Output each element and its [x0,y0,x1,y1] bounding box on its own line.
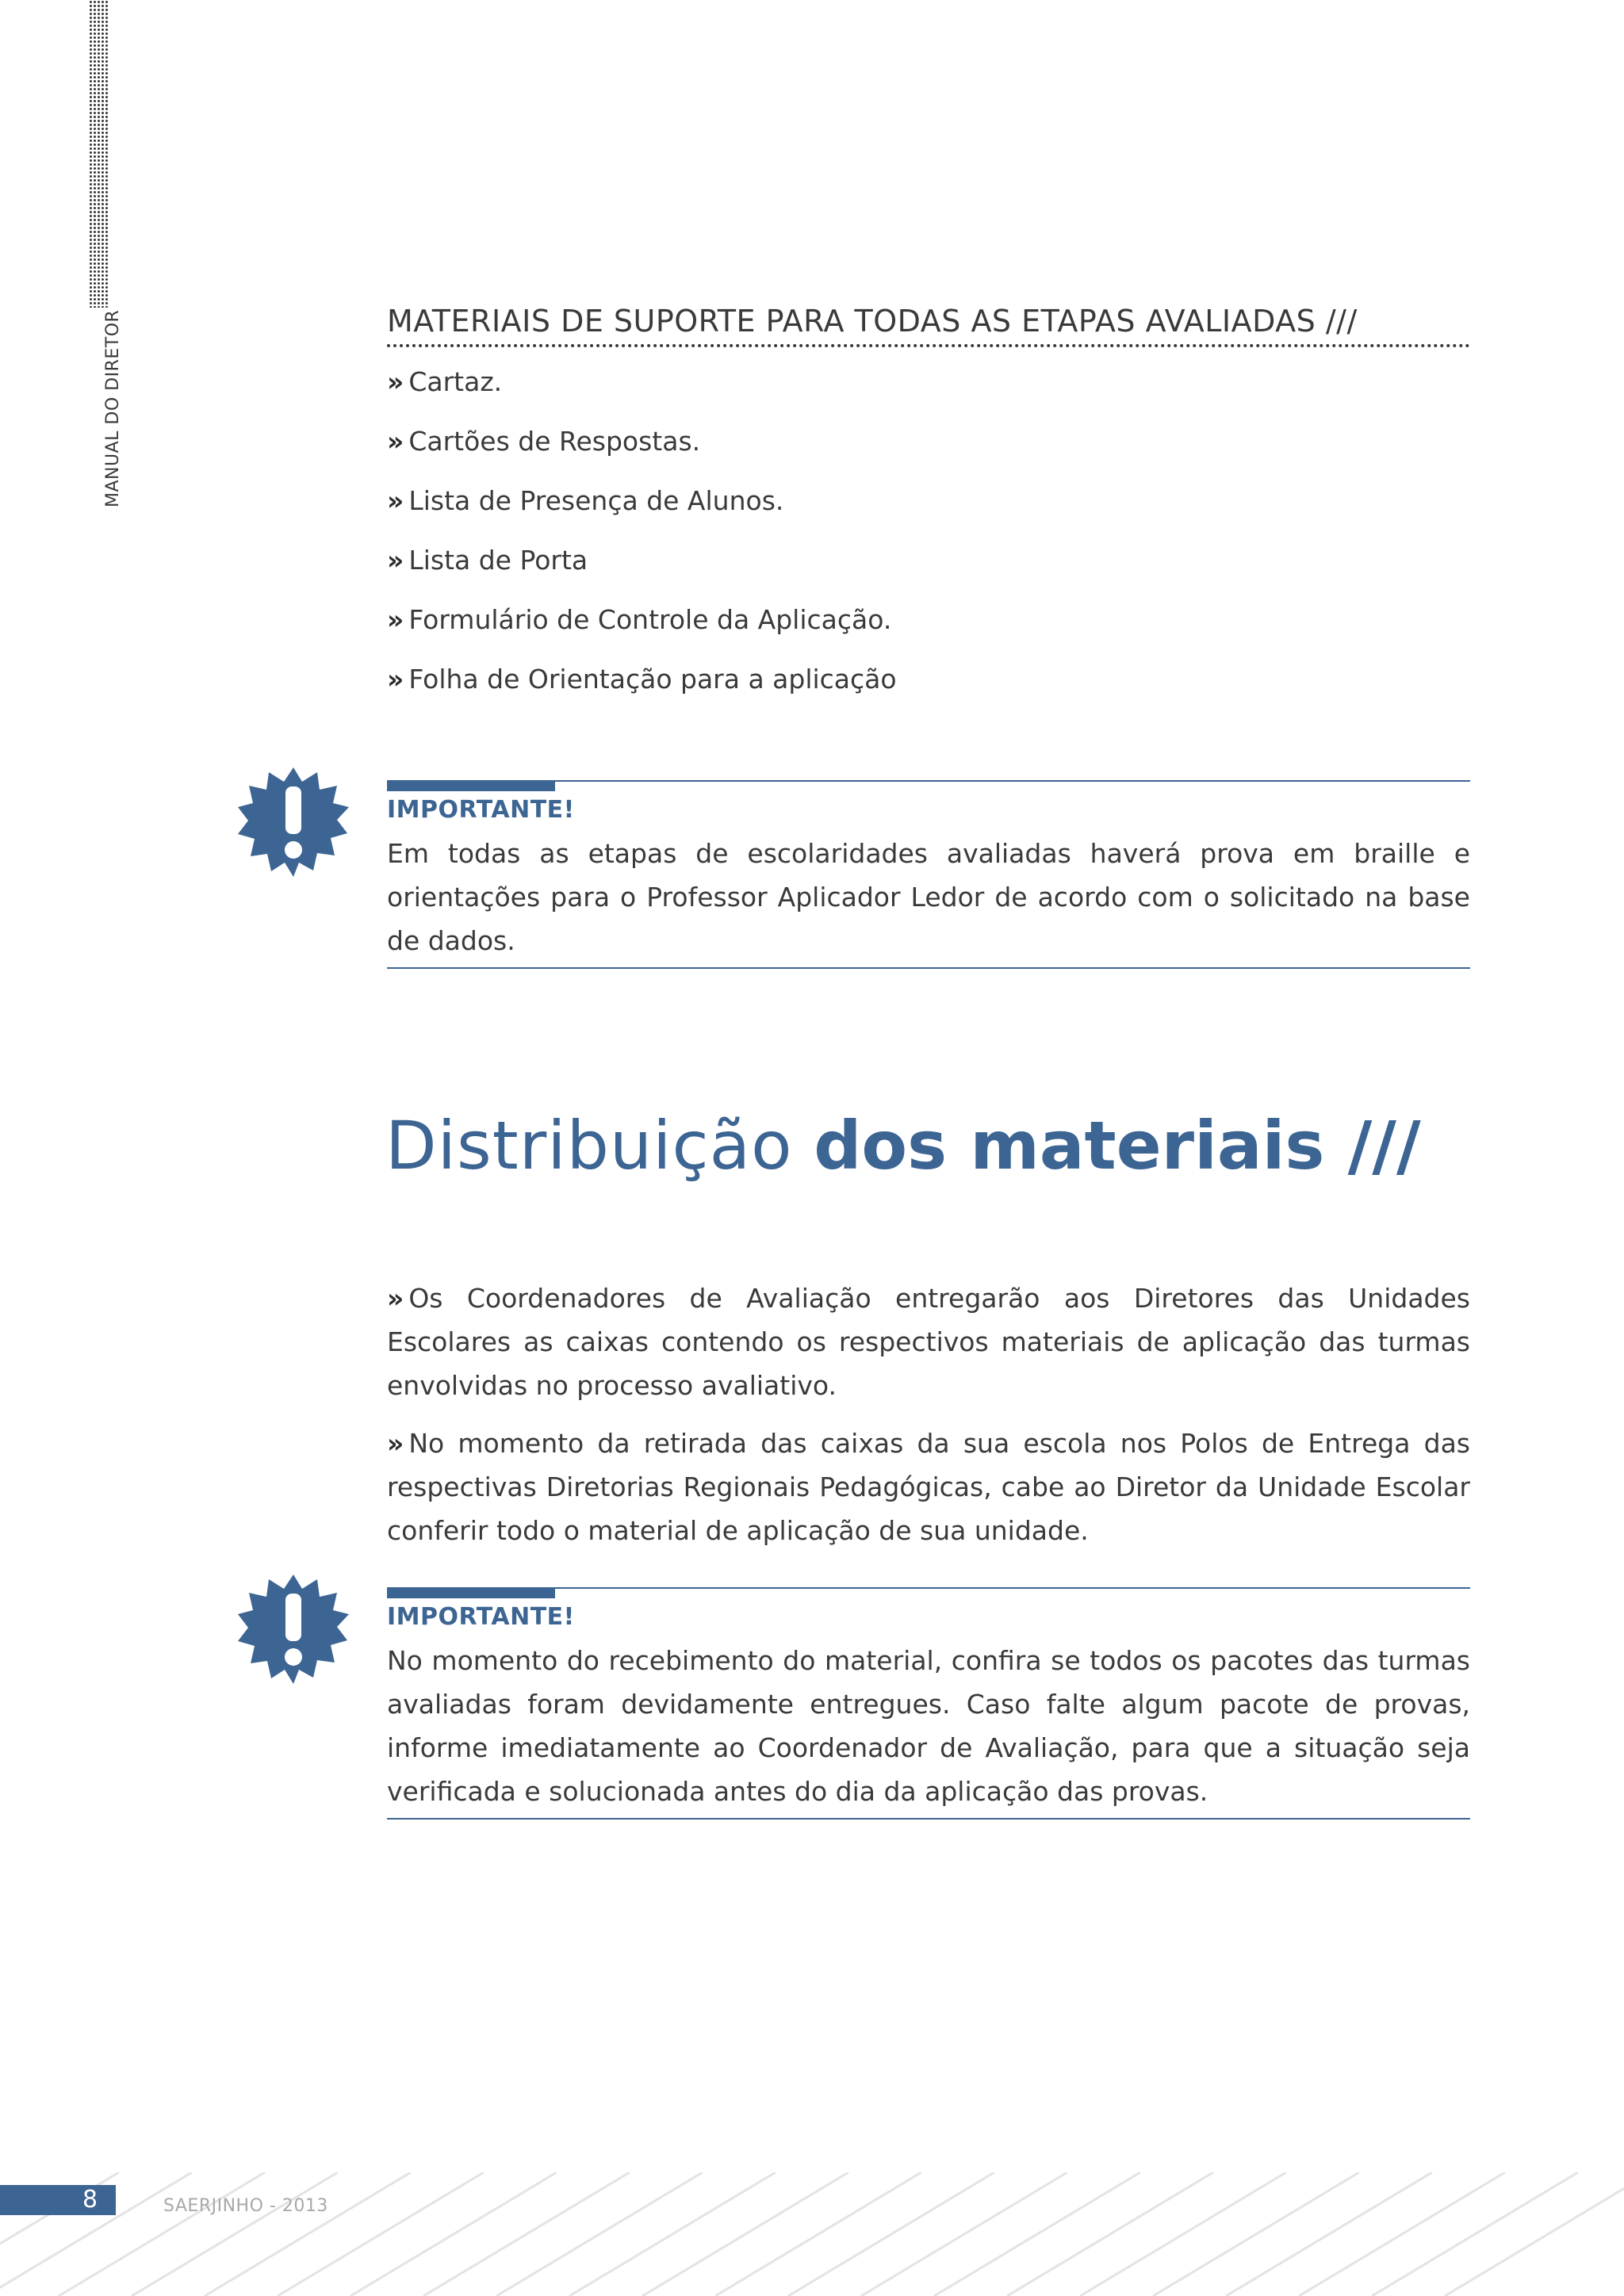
important-note [387,780,1470,969]
heading-light: Distribuição [385,1107,793,1184]
list-item [387,365,1470,400]
note-title: IMPORTANTE! [387,796,575,824]
exclamation-burst-icon [238,1573,349,1684]
list-item [387,484,1470,519]
list-item [387,603,1470,637]
distribution-section [387,1276,1470,1552]
important-note [387,1587,1470,1820]
footer-label: SAERJINHO - 2013 [163,2196,328,2216]
side-dot-pattern [89,0,109,308]
paragraph [387,1422,1470,1552]
page-number-bar [0,2185,116,2215]
support-materials-section [387,301,1470,697]
exclamation-burst-icon [238,766,349,877]
bullet-glyph: » [387,1283,404,1314]
note-tab [387,782,555,791]
paragraph [387,1276,1470,1407]
bullet-glyph: » [387,426,404,457]
note-text: No momento do recebimento do material, confira se todos os pacotes das turmas avaliadas foram devidamente entregues. Caso falte algum pacote de provas, informe imediatamente ao Coordenador de Avaliação, para que a situação seja verificada e solucionada antes do dia da aplicação das provas. [387,1645,1470,1807]
list-item-text: Lista de Porta [408,545,588,576]
section-title: MATERIAIS DE SUPORTE PARA TODAS AS ETAPAS AVALIADAS /// [387,301,1470,347]
bullet-glyph: » [387,545,404,576]
support-materials-list [387,365,1470,697]
list-item [387,424,1470,459]
list-item [387,662,1470,697]
heading-bold: dos materiais /// [814,1107,1421,1184]
bullet-glyph: » [387,1428,404,1459]
side-label: MANUAL DO DIRETOR [103,309,123,507]
paragraph-text: No momento da retirada das caixas da sua escola nos Polos de Entrega das respectivas Diretorias Regionais Pedagógicas, cabe ao Diretor da Unidade Escolar conferir todo o material de aplicação de sua unidade. [387,1428,1470,1546]
list-item [387,543,1470,578]
list-item-text: Folha de Orientação para a aplicação [408,664,897,695]
note-text: Em todas as etapas de escolaridades avaliadas haverá prova em braille e orientações para o Professor Aplicador Ledor de acordo com o solicitado na base de dados. [387,838,1470,956]
footer-stripes [0,2172,1624,2296]
bullet-glyph: » [387,604,404,635]
bullet-glyph: » [387,664,404,695]
list-item-text: Cartaz. [408,366,503,397]
page-heading [385,1102,1421,1189]
list-item-text: Formulário de Controle da Aplicação. [408,604,892,635]
note-tab [387,1589,555,1598]
paragraph-text: Os Coordenadores de Avaliação entregarão aos Diretores das Unidades Escolares as caixas contendo os respectivos materiais de aplicação das turmas envolvidas no processo avaliativo. [387,1283,1470,1401]
footer-stripe [1445,2172,1624,2296]
list-item-text: Lista de Presença de Alunos. [408,485,784,516]
note-title: IMPORTANTE! [387,1603,575,1631]
bullet-glyph: » [387,366,404,397]
list-item-text: Cartões de Respostas. [408,426,701,457]
page-number: 8 [82,2186,98,2214]
bullet-glyph: » [387,485,404,516]
